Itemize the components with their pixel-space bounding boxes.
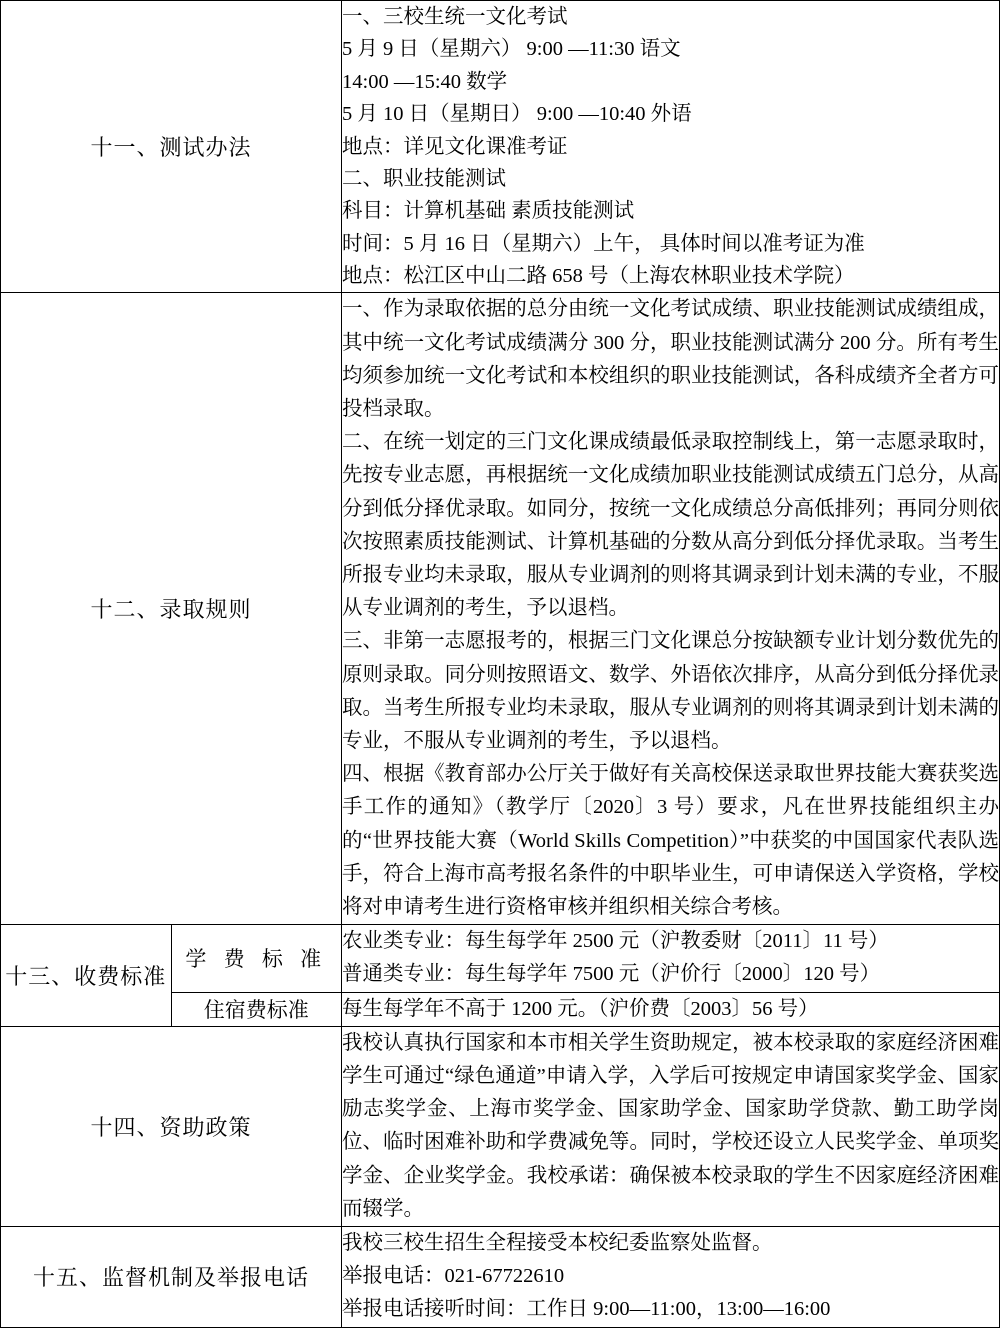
table-row <box>1 1 1000 293</box>
paragraph: 三、非第一志愿报考的，根据三门文化课总分按缺额专业计划分数优先的原则录取。同分则按照语文、数学、外语依次排序，从高分到低分择优录取。当考生所报专业均未录取，服从专业调剂的则将其调录到计划未满的专业，不服从专业调剂的考生，予以退档。 <box>342 630 999 753</box>
row-label-admission-rules: 十二、录取规则 <box>1 293 342 925</box>
table-row <box>1 1227 1000 1328</box>
line: 农业类专业：每生每学年 2500 元（沪教委财〔2011〕11 号） <box>342 930 889 953</box>
line: 5 月 10 日（星期日） 9:00 —10:40 外语 <box>342 103 692 126</box>
line: 一、三校生统一文化考试 <box>342 6 568 28</box>
table-row <box>1 925 1000 992</box>
row-label-fee-standard: 十三、收费标准 <box>1 925 172 1027</box>
row-content-accommodation <box>342 992 1000 1026</box>
table-row <box>1 1026 1000 1226</box>
sub-label-text: 学 费 标 准 <box>185 947 328 972</box>
row-content-tuition <box>342 925 1000 992</box>
row-label-test-method: 十一、测试办法 <box>1 1 342 293</box>
table-row <box>1 293 1000 925</box>
row-content-supervision <box>342 1227 1000 1328</box>
paragraph: 一、作为录取依据的总分由统一文化考试成绩、职业技能测试成绩组成，其中统一文化考试成绩满分 300 分，职业技能测试满分 200 分。所有考生均须参加统一文化考试和本校组织的职业技能测试，各科成绩齐全者方可投档录取。 <box>342 298 999 420</box>
line: 5 月 9 日（星期六） 9:00 —11:30 语文 <box>342 38 681 61</box>
paragraph: 我校认真执行国家和本市相关学生资助规定，被本校录取的家庭经济困难学生可通过“绿色通道”申请入学，入学后可按规定申请国家奖学金、国家励志奖学金、上海市奖学金、国家助学金、国家助学贷款、勤工助学岗位、临时困难补助和学费减免等。同时，学校还设立人民奖学金、单项奖学金、企业奖学金。我校承诺：确保被本校录取的学生不因家庭经济困难而辍学。 <box>342 1031 999 1220</box>
line: 每生每学年不高于 1200 元。（沪价费〔2003〕56 号） <box>342 997 819 1020</box>
row-label-supervision: 十五、监督机制及举报电话 <box>1 1227 342 1328</box>
sub-row-label-accommodation: 住宿费标准 <box>171 992 342 1026</box>
line: 14:00 —15:40 数学 <box>342 70 508 93</box>
row-content-admission-rules <box>342 293 1000 925</box>
paragraph: 二、在统一划定的三门文化课成绩最低录取控制线上，第一志愿录取时，先按专业志愿，再根据统一文化成绩加职业技能测试成绩五门总分，从高分到低分择优录取。如同分，按统一文化成绩总分高低排列；再同分则依次按照素质技能测试、计算机基础的分数从高分到低分择优录取。当考生所报专业均未录取，服从专业调剂的则将其调录到计划未满的专业，不服从专业调剂的考生，予以退档。 <box>342 431 999 620</box>
line: 时间：5 月 16 日（星期六）上午， 具体时间以准考证为准 <box>342 232 865 255</box>
line: 二、职业技能测试 <box>342 167 506 190</box>
sub-row-label-tuition <box>171 925 342 992</box>
line: 普通类专业：每生每学年 7500 元（沪价行〔2000〕120 号） <box>342 963 881 986</box>
line: 举报电话：021-67722610 <box>342 1265 565 1288</box>
line: 举报电话接听时间：工作日 9:00—11:00，13:00—16:00 <box>342 1298 831 1321</box>
line: 我校三校生招生全程接受本校纪委监察处监督。 <box>342 1232 773 1255</box>
line: 地点：松江区中山二路 658 号（上海农林职业技术学院） <box>342 265 855 287</box>
row-content-funding-policy <box>342 1026 1000 1226</box>
line: 科目：计算机基础 素质技能测试 <box>342 200 635 223</box>
line: 地点：详见文化课准考证 <box>342 135 568 158</box>
row-content-test-method <box>342 1 1000 293</box>
row-label-funding-policy: 十四、资助政策 <box>1 1026 342 1226</box>
paragraph: 四、根据《教育部办公厅关于做好有关高校保送录取世界技能大赛获奖选手工作的通知》（教学厅〔2020〕3 号）要求，凡在世界技能组织主办的“世界技能大赛（World Skills Competition）”中获奖的中国国家代表队选手，符合上海市高考报名条件的中职毕业生，可申请保送入学资格，学校将对申请考生进行资格审核并组织相关综合考核。 <box>342 763 999 919</box>
